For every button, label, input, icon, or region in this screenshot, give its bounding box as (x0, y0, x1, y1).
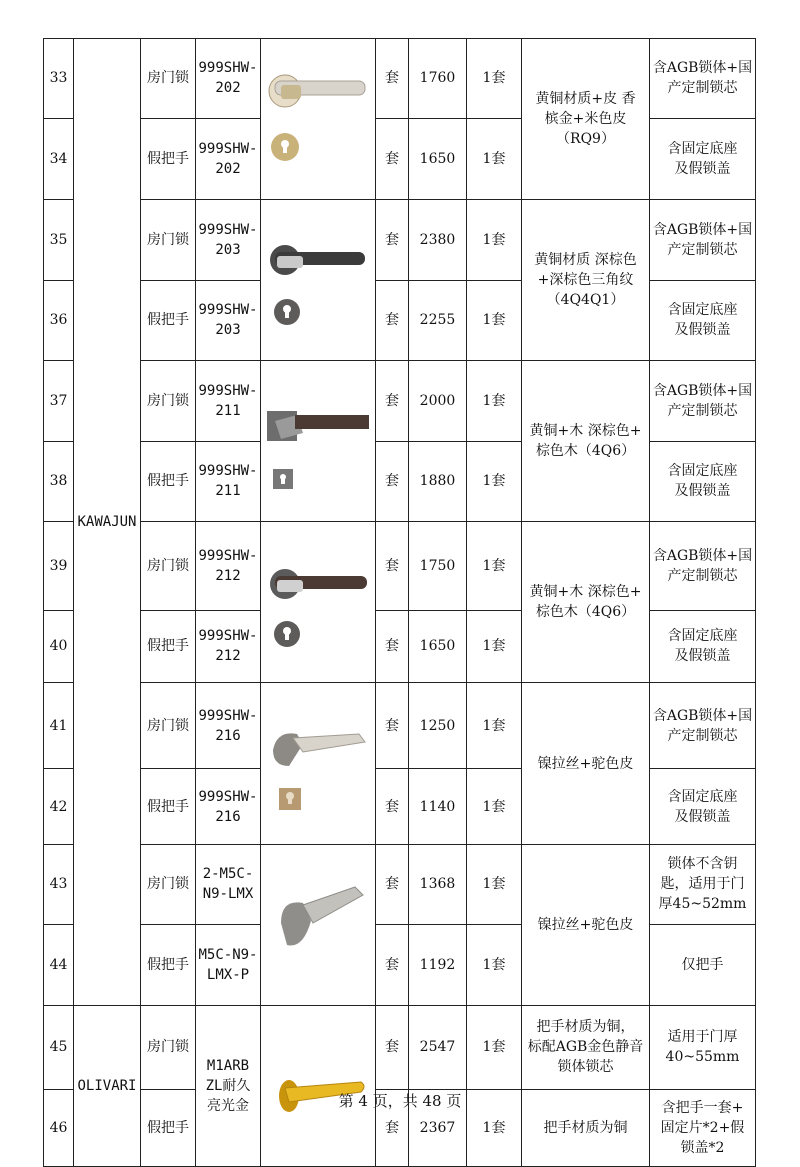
note: 含AGB锁体+国 产定制锁芯 (650, 522, 756, 611)
quantity: 1套 (467, 1089, 522, 1166)
unit: 套 (376, 1006, 409, 1090)
material-description: 黄铜材质+皮 香 槟金+米色皮 （RQ9） (522, 39, 650, 200)
quantity: 1套 (467, 39, 522, 119)
product-type: 房门锁 (141, 522, 196, 611)
quantity: 1套 (467, 200, 522, 281)
unit: 套 (376, 280, 409, 361)
product-image (261, 1006, 376, 1167)
row-number: 41 (44, 683, 74, 769)
price: 1368 (409, 845, 467, 925)
row-number: 46 (44, 1089, 74, 1166)
table-row (44, 769, 756, 845)
unit: 套 (376, 1089, 409, 1166)
note: 含AGB锁体+国 产定制锁芯 (650, 200, 756, 281)
quantity: 1套 (467, 280, 522, 361)
row-number: 35 (44, 200, 74, 281)
product-type: 假把手 (141, 441, 196, 522)
product-type: 房门锁 (141, 200, 196, 281)
product-type: 假把手 (141, 610, 196, 682)
table-row (44, 200, 756, 281)
note: 锁体不含钥 匙，适用于门 厚45~52mm (650, 845, 756, 925)
note: 含固定底座 及假锁盖 (650, 769, 756, 845)
material-description: 黄铜材质 深棕色 +深棕色三角纹 （4Q4Q1） (522, 200, 650, 361)
lever-handle-round-rose-wood-icon (263, 542, 373, 662)
model-number: 999SHW- 212 (196, 610, 261, 682)
note: 含固定底座 及假锁盖 (650, 118, 756, 199)
price: 1750 (409, 522, 467, 611)
product-image (261, 39, 376, 200)
price: 1140 (409, 769, 467, 845)
table-row (44, 118, 756, 199)
product-image (261, 522, 376, 683)
quantity: 1套 (467, 361, 522, 442)
model-number: 999SHW- 216 (196, 769, 261, 845)
note: 含固定底座 及假锁盖 (650, 280, 756, 361)
price: 1880 (409, 441, 467, 522)
price: 2380 (409, 200, 467, 281)
table-row (44, 39, 756, 119)
product-type: 假把手 (141, 280, 196, 361)
note: 含AGB锁体+国 产定制锁芯 (650, 39, 756, 119)
note: 含固定底座 及假锁盖 (650, 441, 756, 522)
row-number: 38 (44, 441, 74, 522)
price: 2255 (409, 280, 467, 361)
note: 含AGB锁体+国 产定制锁芯 (650, 683, 756, 769)
material-description: 黄铜+木 深棕色+ 棕色木（4Q6） (522, 522, 650, 683)
unit: 套 (376, 200, 409, 281)
model-number: 2-M5C- N9-LMX (196, 845, 261, 925)
brand-cell: OLIVARI (74, 1006, 141, 1167)
model-number: 999SHW- 202 (196, 39, 261, 119)
row-number: 33 (44, 39, 74, 119)
model-number: 999SHW- 203 (196, 200, 261, 281)
product-type: 假把手 (141, 118, 196, 199)
table-row (44, 441, 756, 522)
lever-handle-brushed-nickel-leather-icon (263, 704, 373, 824)
unit: 套 (376, 39, 409, 119)
row-number: 43 (44, 845, 74, 925)
price: 1192 (409, 924, 467, 1005)
product-type: 房门锁 (141, 1006, 196, 1090)
price: 2367 (409, 1089, 467, 1166)
product-type: 假把手 (141, 1089, 196, 1166)
quantity: 1套 (467, 118, 522, 199)
model-number: 999SHW- 211 (196, 441, 261, 522)
material-description: 黄铜+木 深棕色+ 棕色木（4Q6） (522, 361, 650, 522)
quantity: 1套 (467, 924, 522, 1005)
product-type: 房门锁 (141, 361, 196, 442)
model-number: M5C-N9- LMX-P (196, 924, 261, 1005)
note: 含把手一套+ 固定片*2+假 锁盖*2 (650, 1089, 756, 1166)
quantity: 1套 (467, 683, 522, 769)
price: 1650 (409, 610, 467, 682)
table-row (44, 280, 756, 361)
page-footer: 第 4 页，共 48 页 (338, 1092, 462, 1110)
price: 2000 (409, 361, 467, 442)
brand-cell: KAWAJUN (74, 39, 141, 1006)
unit: 套 (376, 522, 409, 611)
note: 仅把手 (650, 924, 756, 1005)
model-number: 999SHW- 211 (196, 361, 261, 442)
row-number: 42 (44, 769, 74, 845)
note: 适用于门厚 40~55mm (650, 1006, 756, 1090)
table-row (44, 361, 756, 442)
unit: 套 (376, 924, 409, 1005)
product-type: 房门锁 (141, 845, 196, 925)
product-table (43, 38, 756, 1167)
quantity: 1套 (467, 610, 522, 682)
material-description: 把手材质为铜 (522, 1089, 650, 1166)
product-image (261, 683, 376, 845)
note: 含AGB锁体+国 产定制锁芯 (650, 361, 756, 442)
row-number: 37 (44, 361, 74, 442)
unit: 套 (376, 441, 409, 522)
price: 2547 (409, 1006, 467, 1090)
material-description: 镍拉丝+驼色皮 (522, 683, 650, 845)
model-number: 999SHW- 212 (196, 522, 261, 611)
product-image (261, 200, 376, 361)
model-number: M1ARB ZL耐久 亮光金 (196, 1006, 261, 1167)
table-row (44, 610, 756, 682)
unit: 套 (376, 769, 409, 845)
model-number: 999SHW- 202 (196, 118, 261, 199)
lever-handle-dark-brown-icon (263, 220, 373, 340)
row-number: 44 (44, 924, 74, 1005)
lever-handle-gold-icon (263, 1026, 373, 1146)
row-number: 36 (44, 280, 74, 361)
unit: 套 (376, 361, 409, 442)
product-image (261, 845, 376, 1006)
row-number: 39 (44, 522, 74, 611)
product-type: 房门锁 (141, 683, 196, 769)
product-type: 假把手 (141, 769, 196, 845)
lever-handle-champagne-beige-icon (263, 59, 373, 179)
table-row (44, 845, 756, 925)
table-row (44, 522, 756, 611)
product-type: 假把手 (141, 924, 196, 1005)
note: 含固定底座 及假锁盖 (650, 610, 756, 682)
unit: 套 (376, 118, 409, 199)
table-row (44, 924, 756, 1005)
product-type: 房门锁 (141, 39, 196, 119)
product-image (261, 361, 376, 522)
lever-handle-nickel-blade-icon (263, 865, 373, 985)
price: 1250 (409, 683, 467, 769)
material-description: 镍拉丝+驼色皮 (522, 845, 650, 1006)
row-number: 45 (44, 1006, 74, 1090)
lever-handle-square-rose-wood-icon (263, 381, 373, 501)
unit: 套 (376, 683, 409, 769)
material-description: 把手材质为铜， 标配AGB金色静音 锁体锁芯 (522, 1006, 650, 1090)
model-number: 999SHW- 203 (196, 280, 261, 361)
row-number: 40 (44, 610, 74, 682)
quantity: 1套 (467, 1006, 522, 1090)
quantity: 1套 (467, 845, 522, 925)
price: 1650 (409, 118, 467, 199)
quantity: 1套 (467, 522, 522, 611)
quantity: 1套 (467, 769, 522, 845)
row-number: 34 (44, 118, 74, 199)
model-number: 999SHW- 216 (196, 683, 261, 769)
quantity: 1套 (467, 441, 522, 522)
unit: 套 (376, 845, 409, 925)
table-row (44, 1006, 756, 1090)
unit: 套 (376, 610, 409, 682)
table-row (44, 683, 756, 769)
price: 1760 (409, 39, 467, 119)
